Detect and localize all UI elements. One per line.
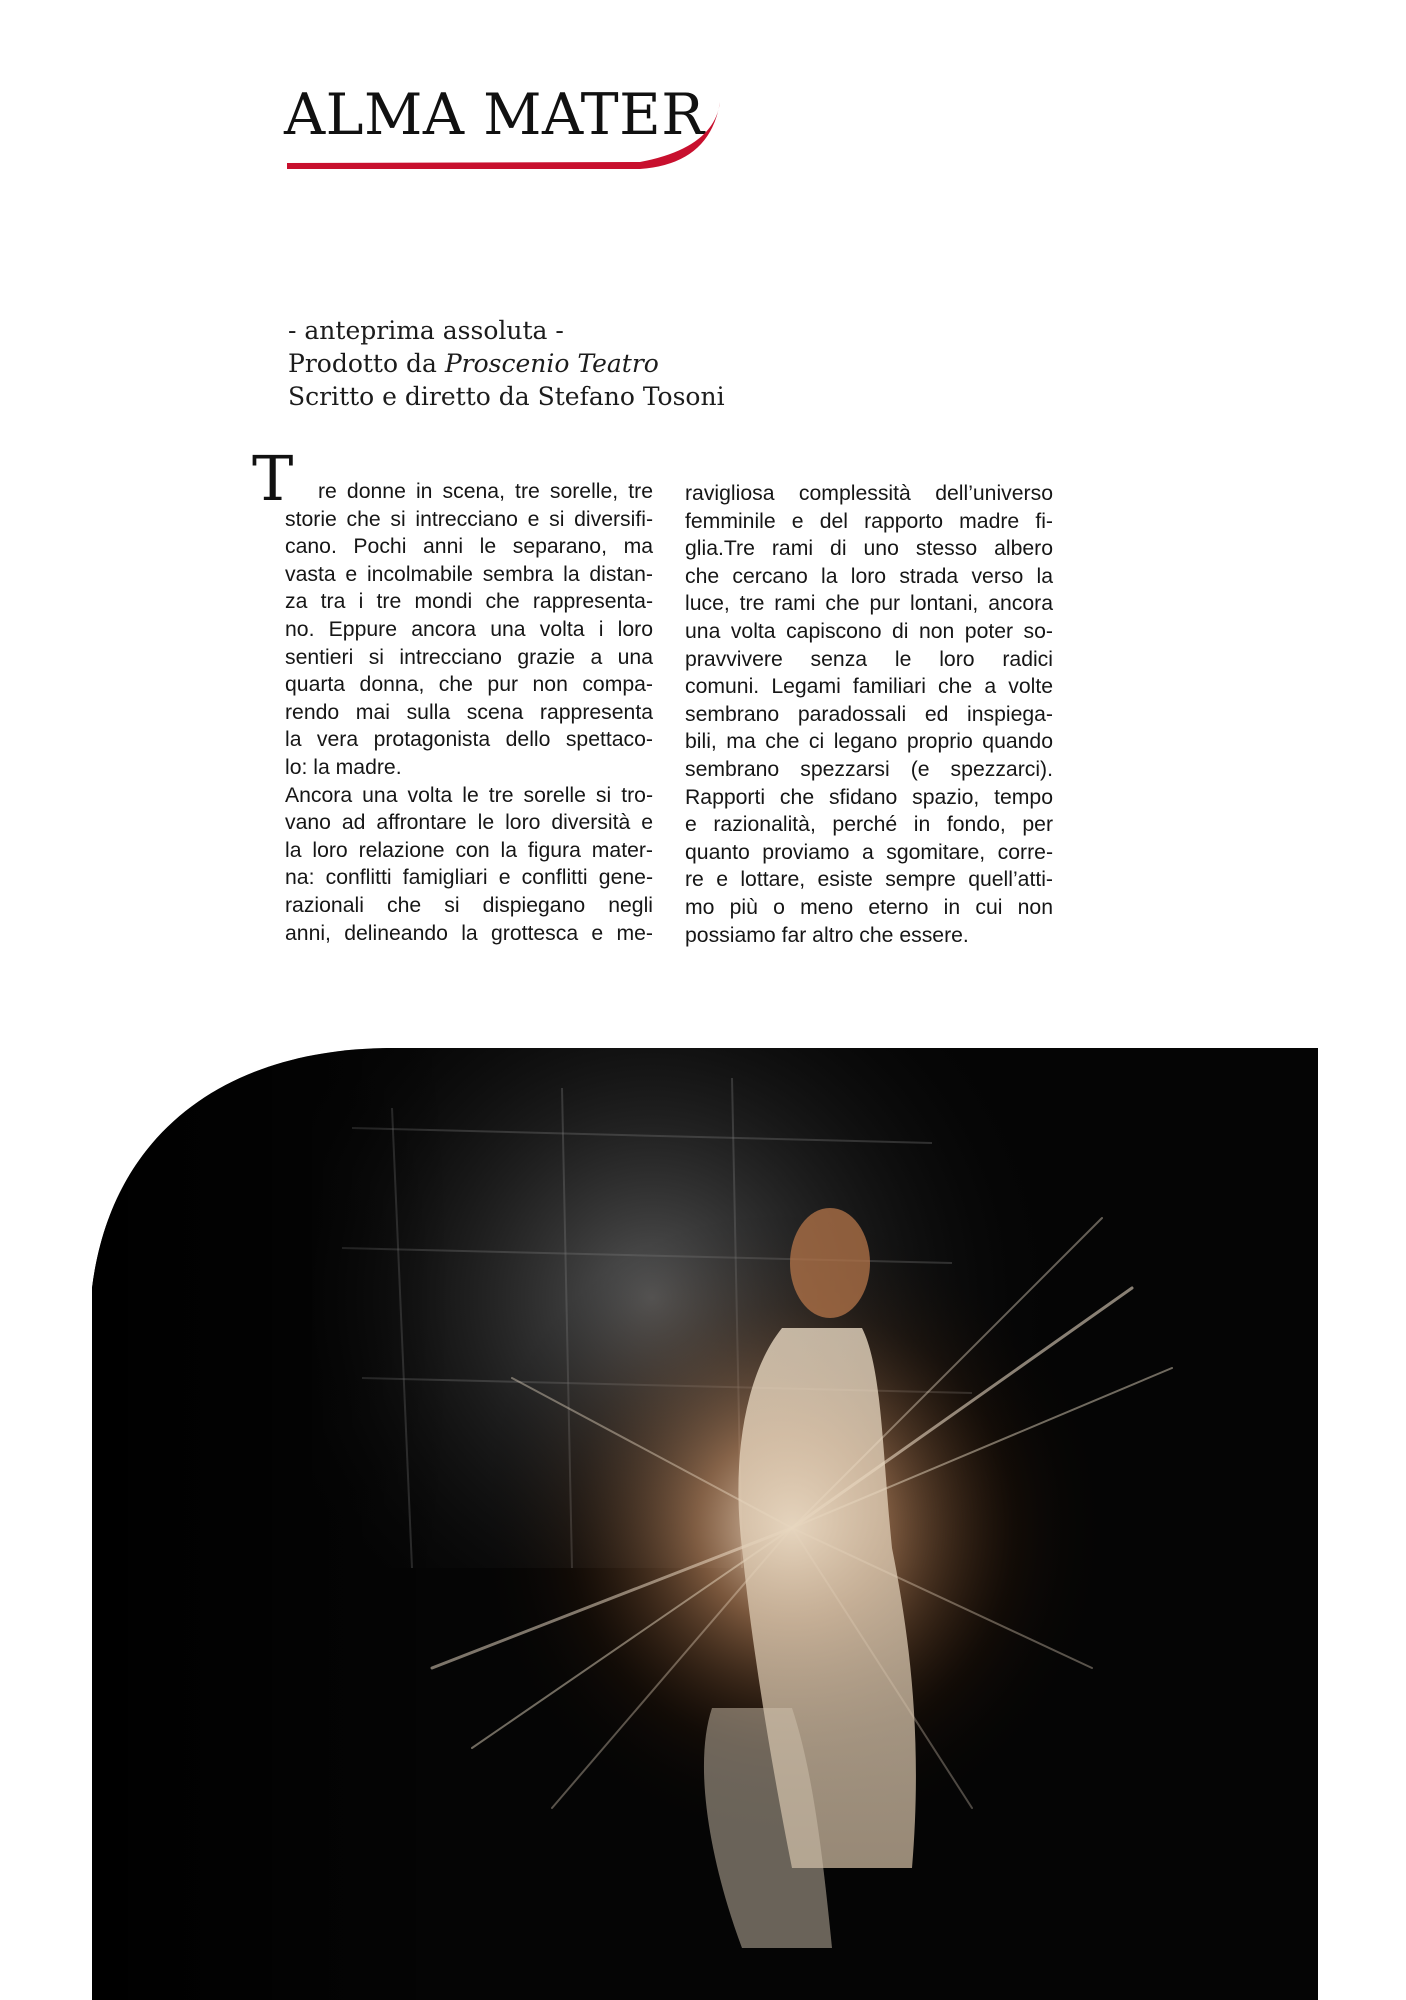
body-line: glia.Tre rami di uno stesso albero <box>685 537 1053 561</box>
body-line: razionali che si dispiegano negli <box>285 893 653 917</box>
producer-line <box>288 347 725 380</box>
body-line: no. Eppure ancora una volta i loro <box>285 617 653 641</box>
body-line: vano ad affrontare le loro diversità e <box>285 811 653 835</box>
body-line: lo: la madre. <box>285 755 402 779</box>
body-line: mo più o meno eterno in cui non <box>685 895 1053 919</box>
credits-block <box>288 314 725 413</box>
body-line: luce, tre rami che pur lontani, ancora <box>685 592 1053 616</box>
body-line: che cercano la loro strada verso la <box>685 564 1053 588</box>
body-line: quarta donna, che pur non compa- <box>285 673 653 697</box>
body-line: sentieri si intrecciano grazie a una <box>285 645 653 669</box>
body-line: anni, delineando la grottesca e me- <box>285 921 653 945</box>
article-title: ALMA MATER <box>284 82 705 148</box>
body-line: sembrano paradossali ed inspiega- <box>685 702 1053 726</box>
body-line: la loro relazione con la figura mater- <box>285 838 653 862</box>
stage-photo <box>92 1048 1318 2000</box>
body-line: T re donne in scena, tre sorelle, tre <box>252 442 653 515</box>
body-line: vasta e incolmabile sembra la distan- <box>285 562 653 586</box>
body-column-left <box>252 442 653 947</box>
body-line: cano. Pochi anni le separano, ma <box>285 535 653 559</box>
body-line: Ancora una volta le tre sorelle si tro- <box>285 783 653 807</box>
author-director-line: Scritto e diretto da Stefano Tosoni <box>288 382 725 411</box>
body-line: re e lottare, esiste sempre quell’atti- <box>685 868 1053 892</box>
body-line: femminile e del rapporto madre fi- <box>685 509 1053 533</box>
body-line: sembrano spezzarsi (e spezzarci). <box>685 757 1053 781</box>
body-line: quanto proviamo a sgomitare, corre- <box>685 840 1053 864</box>
producer-prefix: Prodotto da <box>288 349 445 378</box>
body-line: e razionalità, perché in fondo, per <box>685 813 1053 837</box>
body-line: ravigliosa complessità dell’universo <box>685 482 1053 505</box>
drop-cap: T <box>252 442 294 515</box>
body-line: bili, ma che ci legano proprio quando <box>685 730 1053 754</box>
producer-name: Proscenio Teatro <box>444 349 659 378</box>
body-column-right <box>685 480 1053 949</box>
premiere-note: - anteprima assoluta - <box>288 316 564 345</box>
body-line: una volta capiscono di non poter so- <box>685 619 1053 643</box>
body-line: na: conflitti famigliari e conflitti gene- <box>285 866 653 890</box>
body-line: comuni. Legami familiari che a volte <box>685 675 1053 699</box>
body-line: la vera protagonista dello spettaco- <box>285 728 653 752</box>
body-line: rendo mai sulla scena rappresenta <box>285 700 653 724</box>
body-line: Rapporti che sfidano spazio, tempo <box>685 785 1053 809</box>
body-line: storie che si intrecciano e si diversifi- <box>285 507 653 531</box>
body-line: possiamo far altro che essere. <box>685 923 969 947</box>
title-underline-swoosh <box>280 96 730 176</box>
body-line: pravvivere senza le loro radici <box>685 647 1053 671</box>
body-line: za tra i tre mondi che rappresenta- <box>285 590 653 614</box>
